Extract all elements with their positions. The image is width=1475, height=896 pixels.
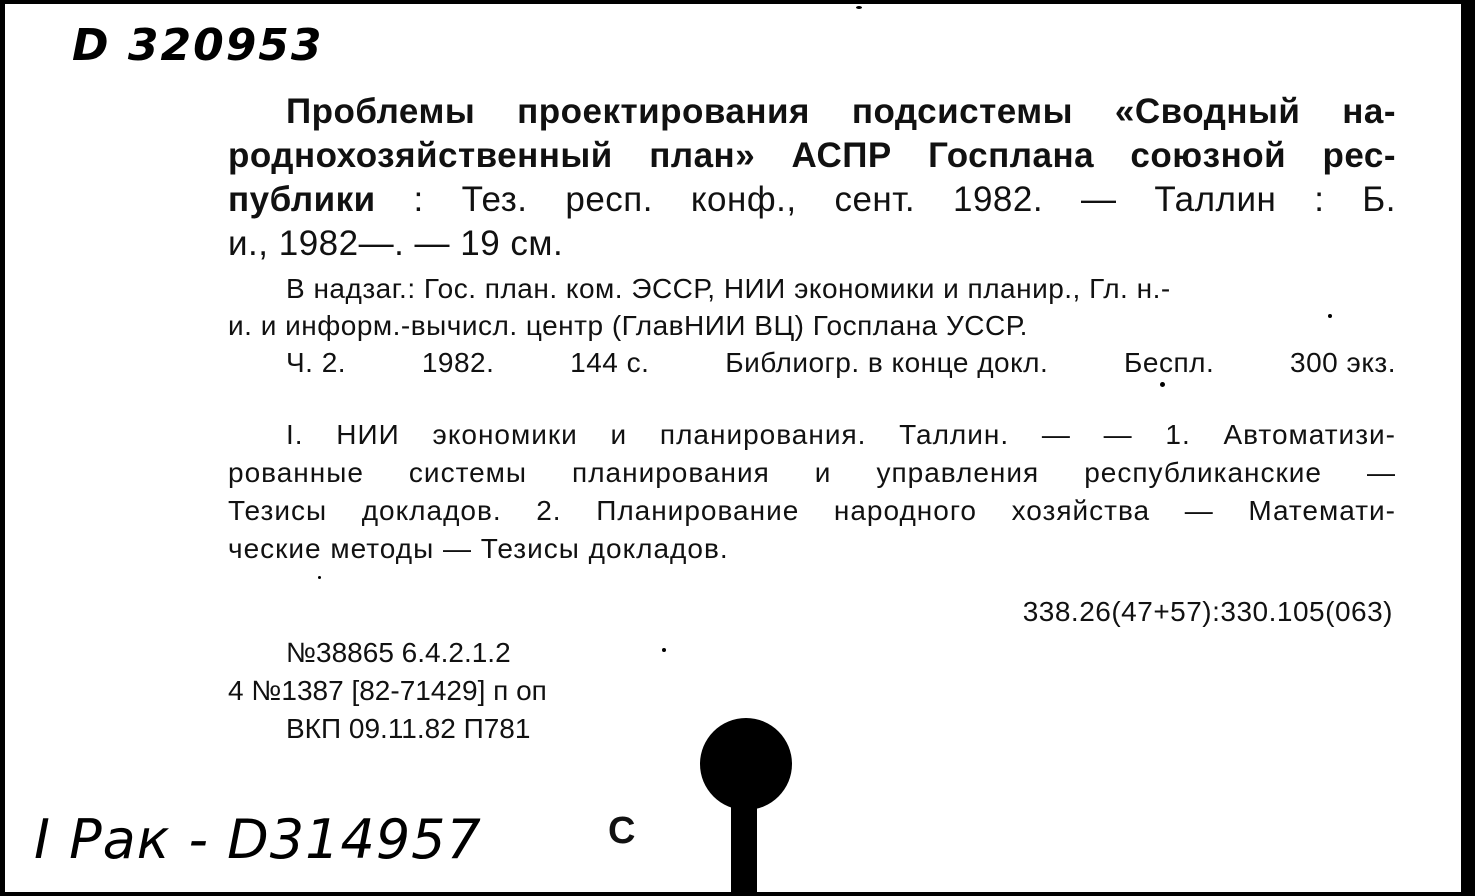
price: Беспл. [1124, 347, 1215, 378]
code-line: ВКП 09.11.82 П781 [286, 713, 531, 744]
note-line: и. и информ.-вычисл. центр (ГлавНИИ ВЦ) Госплана УССР. [228, 310, 1028, 341]
imprint-text: : Тез. респ. конф., сент. 1982. — Таллин : Б. [375, 180, 1396, 219]
subject-line: I. НИИ экономики и планирования. Таллин. — — 1. Автоматизи- [286, 419, 1396, 450]
title-bold-text: Проблемы проектирования подсистемы «Сводный на- [286, 92, 1396, 131]
handwritten-reference: I Рак - D314957 [34, 808, 482, 871]
ink-speck [318, 576, 321, 579]
ink-speck [1160, 382, 1165, 387]
imprint-text: и., 1982—. — 19 см. [228, 224, 564, 263]
title-block [228, 90, 1396, 266]
ink-speck [1328, 314, 1332, 318]
copy-count: 300 экз. [1290, 347, 1396, 378]
part-number: Ч. 2. [286, 347, 347, 378]
code-line: №38865 6.4.2.1.2 [286, 637, 511, 668]
card-edge-top [0, 0, 1475, 4]
title-bold-text: роднохозяйственный план» АСПР Госплана союзной рес- [228, 136, 1396, 175]
card-edge-right [1461, 0, 1475, 896]
note-block [228, 270, 1396, 381]
bibliography-note: Библиогр. в конце докл. [725, 347, 1049, 378]
code-line: 4 №1387 [82-71429] п оп [228, 675, 547, 706]
card-letter: С [608, 810, 636, 852]
title-line [228, 90, 1396, 134]
ink-speck [856, 6, 862, 9]
page-count: 144 с. [570, 347, 650, 378]
title-line [228, 178, 1396, 222]
punch-hole [700, 718, 792, 810]
catalog-codes [228, 634, 547, 748]
subject-line: ческие методы — Тезисы докладов. [228, 533, 729, 564]
subject-line: Тезисы докладов. 2. Планирование народного хозяйства — Математи- [228, 495, 1396, 526]
note-line: В надзаг.: Гос. план. ком. ЭССР, НИИ экономики и планир., Гл. н.- [286, 273, 1171, 304]
card-edge-left [0, 0, 5, 896]
call-number: D 320953 [72, 20, 324, 71]
udc-classification: 338.26(47+57):330.105(063) [1022, 596, 1393, 627]
title-bold-text: публики [228, 180, 376, 219]
title-line [228, 134, 1396, 178]
punch-slot [731, 800, 757, 896]
subjects-block [228, 416, 1396, 568]
title-line [228, 222, 1396, 266]
subject-line: рованные системы планирования и управления республиканские — [228, 457, 1396, 488]
publication-year: 1982. [421, 347, 495, 378]
ink-speck [662, 648, 666, 652]
details-row [228, 344, 1396, 381]
